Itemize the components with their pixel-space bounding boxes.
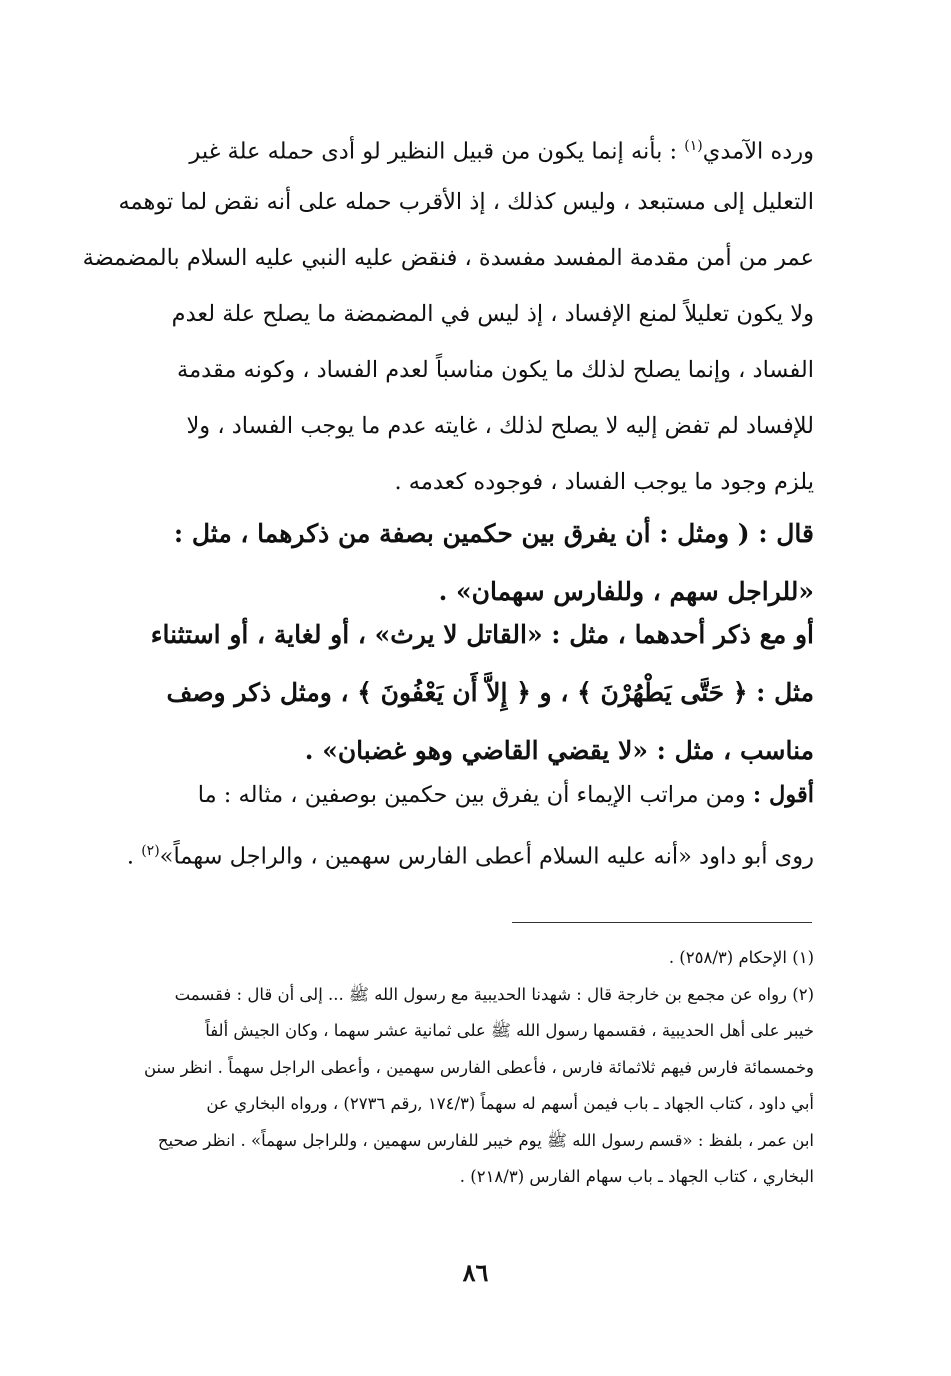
text-line: يلزم وجود ما يوجب الفساد ، فوجوده كعدمه . bbox=[394, 469, 814, 495]
text-fragment: : بأنه إنما يكون من قبيل النظير لو أدى حمله علة غير bbox=[189, 138, 678, 165]
footnote-line: أبي داود ، كتاب الجهاد ـ باب فيمن أسهم له سهماً (١٧٤/٣ ,رقم ٢٧٣٦) ، ورواه البخاري عن bbox=[206, 1094, 814, 1113]
text-line bbox=[134, 767, 814, 823]
text-line: روى أبو داود «أنه عليه السلام أعطى الفارس سهمين ، والراجل سهماً»$^{(٢)}$ . bbox=[126, 843, 814, 870]
page-number: ٨٦ bbox=[462, 1258, 489, 1287]
quote-line: أو مع ذكر أحدهما ، مثل : «القاتل لا يرث» ، أو لغاية ، أو استثناء bbox=[150, 620, 814, 649]
text-line bbox=[134, 118, 814, 174]
footnote-marker: (١) bbox=[684, 138, 703, 154]
quoted-matn-1 bbox=[134, 505, 814, 621]
text-line: التعليل إلى مستبعد ، وليس كذلك ، إذ الأقرب حمله على أنه نقض لما توهمه bbox=[118, 189, 814, 215]
footnote-line: وخمسمائة فارس فيهم ثلاثمائة فارس ، فأعطى الفارس سهمين ، وأعطى الراجل سهماً . انظر سنن bbox=[143, 1057, 814, 1077]
text-line: الفساد ، وإنما يصلح لذلك ما يكون مناسباً لعدم الفساد ، وكونه مقدمة bbox=[177, 357, 814, 383]
footnotes bbox=[134, 940, 814, 1196]
quoted-matn-2 bbox=[134, 606, 814, 780]
text-fragment: ومن مراتب الإيماء أن يفرق بين حكمين بوصفين ، مثاله : ما bbox=[197, 782, 746, 808]
footnote-line: (٢) رواه عن مجمع بن خارجة قال : شهدنا الحديبية مع رسول الله ﷺ ... إلى أن قال : فقسمت bbox=[174, 984, 814, 1004]
text-line: للإفساد لم تفض إليه لا يصلح لذلك ، غايته عدم ما يوجب الفساد ، ولا bbox=[186, 413, 814, 439]
commentary-block bbox=[126, 767, 814, 879]
footnote-line: خيبر على أهل الحديبية ، فقسمها رسول الله ﷺ على ثمانية عشر سهما ، وكان الجيش ألفاً bbox=[205, 1021, 814, 1040]
quote-line: قال : ( ومثل : أن يفرق بين حكمين بصفة من ذكرهما ، مثل : bbox=[173, 519, 814, 548]
footnote-line: البخاري ، كتاب الجهاد ـ باب سهام الفارس (٢١٨/٣) . bbox=[459, 1167, 814, 1186]
quote-line: مناسب ، مثل : «لا يقضي القاضي وهو غضبان» . bbox=[304, 736, 814, 765]
text-line: ولا يكون تعليلاً لمنع الإفساد ، إذ ليس في المضمضة ما يصلح علة لعدم bbox=[171, 301, 814, 327]
footnote-divider bbox=[512, 922, 812, 923]
quote-line: «للراجل سهم ، وللفارس سهمان» . bbox=[438, 577, 814, 606]
text-line: عمر من أمن مقدمة المفسد مفسدة ، فنقض عليه النبي عليه السلام بالمضمضة bbox=[82, 245, 814, 271]
footnote-line: ابن عمر ، بلفظ : «قسم رسول الله ﷺ يوم خيبر للفارس سهمين ، وللراجل سهماً» . انظر صحيح bbox=[157, 1130, 814, 1150]
main-text-block bbox=[82, 118, 814, 510]
text-fragment: روى أبو داود «أنه عليه السلام أعطى الفارس سهمين ، والراجل سهماً» bbox=[159, 843, 814, 870]
commentary-lead: أقول : bbox=[752, 782, 814, 808]
text-fragment: ورده الآمدي bbox=[702, 138, 814, 165]
quote-line: مثل : ﴿ حَتَّى يَطْهُرْنَ ﴾ ، و ﴿ إِلاَّ أَن يَعْفُونَ ﴾ ، ومثل ذكر وصف bbox=[166, 678, 814, 707]
footnote-marker: (٢) bbox=[141, 843, 160, 859]
footnote-line: (١) الإحكام (٢٥٨/٣) . bbox=[668, 948, 814, 967]
